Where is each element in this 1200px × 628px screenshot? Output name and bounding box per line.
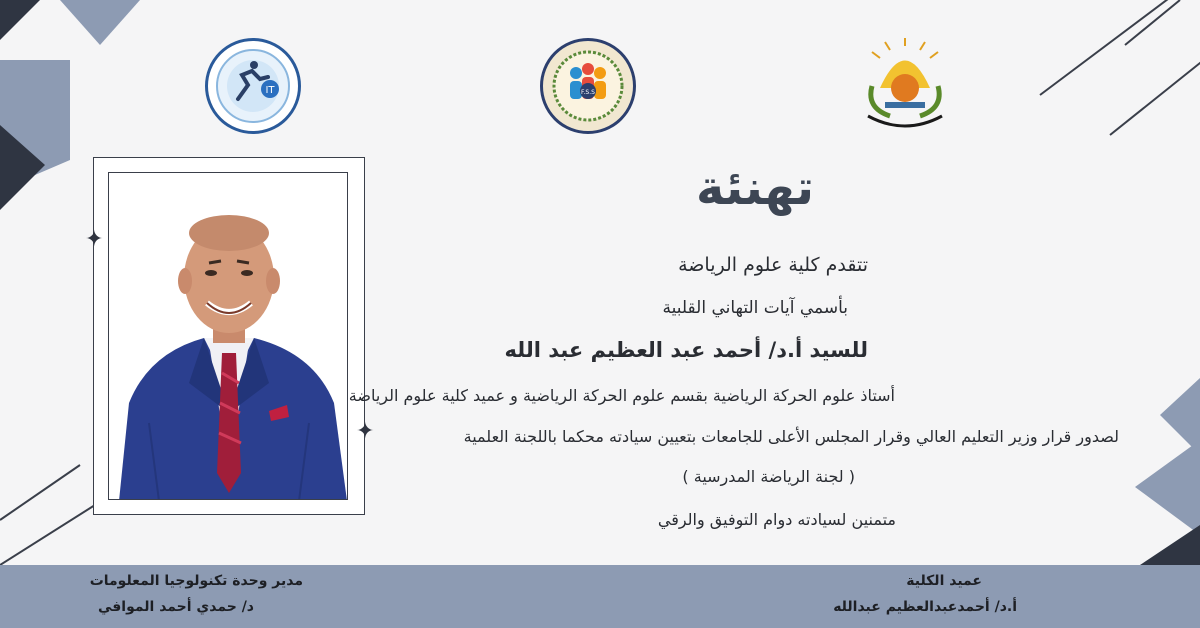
dean-title: عميد الكلية [906,573,982,589]
dean-name: أ.د/ أحمدعبدالعظيم عبدالله [833,599,1017,615]
congratulation-title: تهنئة [695,160,814,216]
sparkle-icon: ✦ [356,419,375,444]
svg-text:F.S.S: F.S.S [581,89,595,96]
text-line-4: أستاذ علوم الحركة الرياضية بقسم علوم الحركة الرياضية و عميد كلية علوم الرياضة [348,386,895,405]
text-line-1: تتقدم كلية علوم الرياضة [678,254,868,276]
text-line-5: لصدور قرار وزير التعليم العالي وقرار المجلس الأعلى للجامعات بتعيين سيادته محكما باللجنة العلمية [463,427,1119,446]
svg-text:IT: IT [265,85,275,96]
faculty-logo [540,38,636,134]
mansoura-university-logo [860,38,950,128]
it-manager-name: د/ حمدي أحمد الموافي [97,599,254,615]
text-line-2: بأسمي آيات التهاني القلبية [662,298,848,318]
text-line-7: متمنين لسيادته دوام التوفيق والرقي [657,510,896,529]
text-line-6: ( لجنة الرياضة المدرسية ) [682,467,855,486]
it-unit-logo [205,38,301,134]
it-manager-title: مدير وحدة تكنولوجيا المعلومات [89,573,303,589]
portrait-photo [108,172,348,500]
honoree-name: للسيد أ.د/ أحمد عبد العظيم عبد الله [504,338,868,362]
sparkle-icon: ✦ [85,227,104,252]
